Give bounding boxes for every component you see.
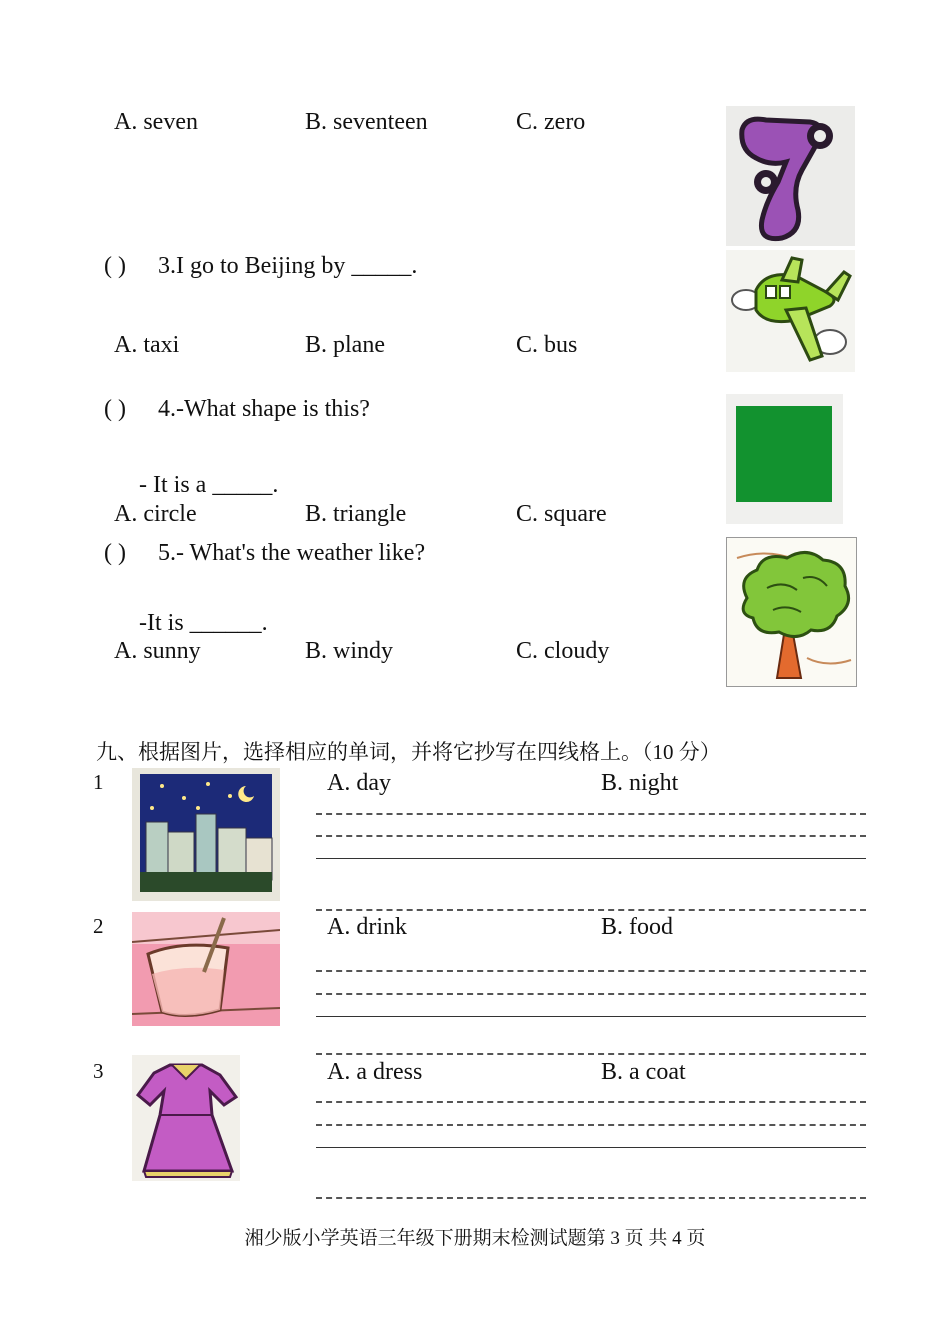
q3-answer-paren[interactable]: ( ) bbox=[104, 253, 126, 279]
item1-option-b: B. night bbox=[601, 770, 679, 796]
item1-writing-line-3[interactable] bbox=[316, 858, 866, 859]
q5-answer-line: -It is ______. bbox=[139, 610, 268, 636]
item3-option-b: B. a coat bbox=[601, 1059, 686, 1085]
airplane-icon bbox=[726, 250, 855, 372]
item3-writing-line-4[interactable] bbox=[316, 1197, 866, 1199]
q4-option-b: B. triangle bbox=[305, 501, 407, 527]
q5-answer-paren[interactable]: ( ) bbox=[104, 540, 126, 566]
item2-number: 2 bbox=[93, 914, 104, 938]
page-footer: 湘少版小学英语三年级下册期末检测试题第 3 页 共 4 页 bbox=[244, 1228, 706, 1249]
q2-option-b: B. seventeen bbox=[305, 109, 428, 135]
q5-option-b: B. windy bbox=[305, 638, 394, 664]
item2-writing-line-3[interactable] bbox=[316, 1016, 866, 1017]
item2-writing-line-4[interactable] bbox=[316, 1053, 866, 1055]
item2-writing-line-2[interactable] bbox=[316, 993, 866, 995]
item3-option-a: A. a dress bbox=[327, 1059, 423, 1085]
q2-option-c: C. zero bbox=[516, 109, 586, 135]
section9-title: 九、根据图片，选择相应的单词，并将它抄写在四线格上。（10 分） bbox=[96, 740, 721, 764]
item3-writing-line-1[interactable] bbox=[316, 1101, 866, 1103]
item3-writing-line-3[interactable] bbox=[316, 1147, 866, 1148]
q4-answer-line: - It is a _____. bbox=[139, 472, 279, 498]
number-seven-icon bbox=[726, 106, 855, 246]
item2-option-b: B. food bbox=[601, 914, 673, 940]
item1-writing-line-1[interactable] bbox=[316, 813, 866, 815]
q4-answer-paren[interactable]: ( ) bbox=[104, 396, 126, 422]
q3-option-c: C. bus bbox=[516, 332, 578, 358]
night-city-icon bbox=[132, 768, 280, 901]
q4-question: 4.-What shape is this? bbox=[158, 396, 370, 422]
q2-option-a: A. seven bbox=[114, 109, 198, 135]
q4-option-a: A. circle bbox=[114, 501, 197, 527]
green-square-icon bbox=[726, 394, 843, 524]
item1-option-a: A. day bbox=[327, 770, 391, 796]
q5-option-a: A. sunny bbox=[114, 638, 201, 664]
item2-option-a: A. drink bbox=[327, 914, 407, 940]
q5-option-c: C. cloudy bbox=[516, 638, 610, 664]
q4-option-c: C. square bbox=[516, 501, 607, 527]
item2-writing-line-1[interactable] bbox=[316, 970, 866, 972]
item1-writing-line-4[interactable] bbox=[316, 909, 866, 911]
q3-option-a: A. taxi bbox=[114, 332, 180, 358]
item3-writing-line-2[interactable] bbox=[316, 1124, 866, 1126]
dress-icon bbox=[132, 1055, 240, 1181]
q5-question: 5.- What's the weather like? bbox=[158, 540, 426, 566]
glass-drink-icon bbox=[132, 912, 280, 1026]
item1-number: 1 bbox=[93, 770, 104, 794]
windy-tree-icon bbox=[726, 537, 857, 687]
item3-number: 3 bbox=[93, 1059, 104, 1083]
q3-option-b: B. plane bbox=[305, 332, 385, 358]
item1-writing-line-2[interactable] bbox=[316, 835, 866, 837]
q3-question: 3.I go to Beijing by _____. bbox=[158, 253, 418, 279]
